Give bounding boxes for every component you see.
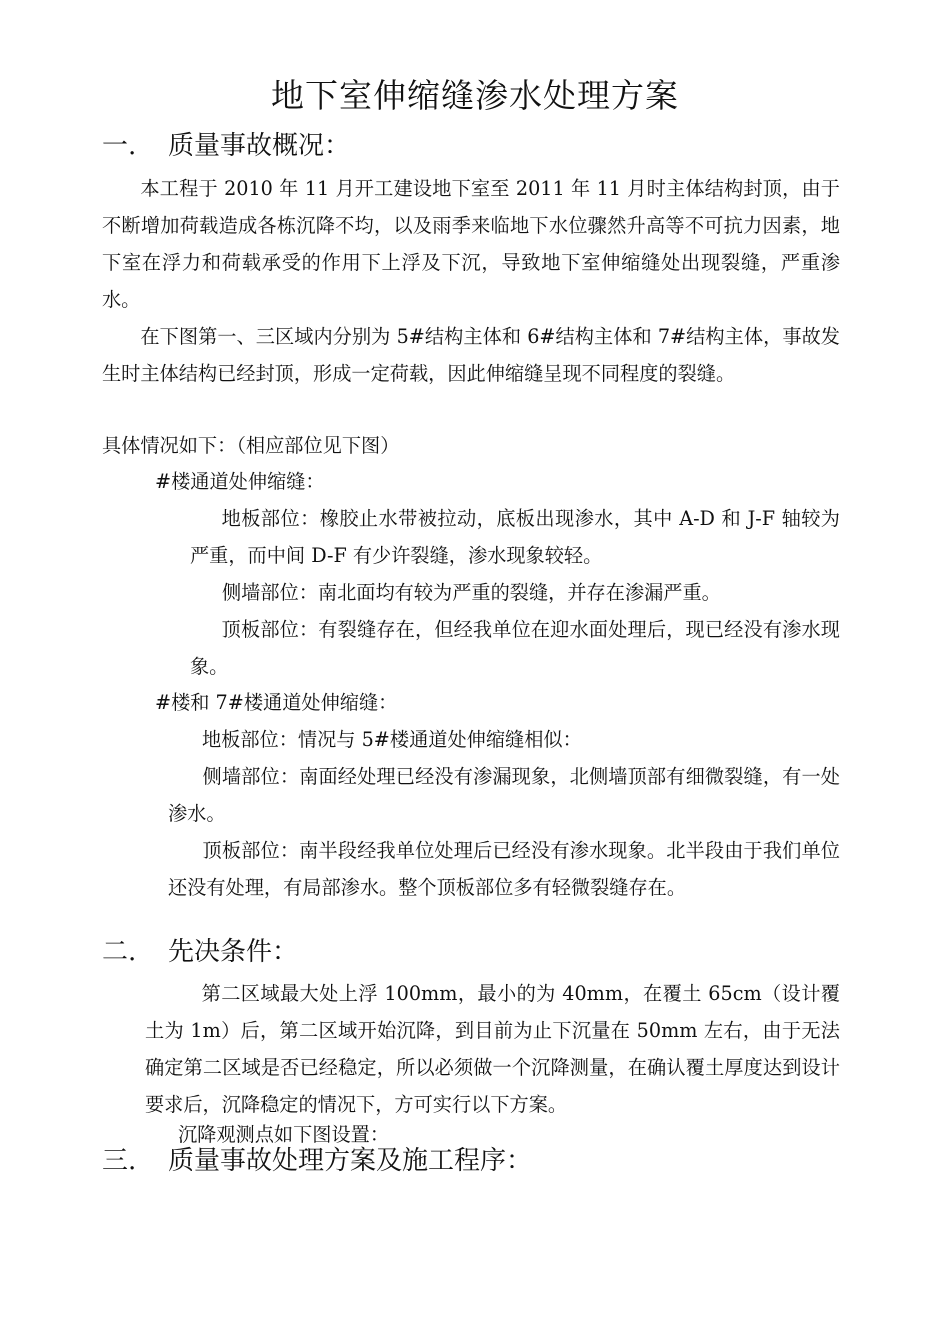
subsection-2-roof: 顶板部位：南半段经我单位处理后已经没有渗水现象。北半段由于我们单位还没有处理，有局部渗水。整个顶板部位多有轻微裂缝存在。 bbox=[168, 839, 840, 899]
subsection-2-wall: 侧墙部位：南面经处理已经没有渗漏现象，北侧墙顶部有细微裂缝，有一处渗水。 bbox=[168, 765, 840, 825]
section-2-paragraph-1: 第二区域最大处上浮 100mm，最小的为 40mm，在覆土 65cm（设计覆土为 1m）后，第二区域开始沉降，到目前为止下沉量在 50mm 左右，由于无法确定第二区域是否已经稳定，所以必须做一个沉降测量，在确认覆土厚度达到设计要求后，沉降稳定的情况下，方可实行以下方案。 bbox=[145, 982, 840, 1116]
section-1-heading bbox=[102, 126, 350, 166]
subsection-2-title: #楼和 7#楼通道处伸缩缝： bbox=[155, 691, 398, 714]
section-2-heading bbox=[102, 932, 298, 972]
section-1-paragraph-3: 具体情况如下：（相应部位见下图） bbox=[102, 434, 400, 457]
subsection-1-title: #楼通道处伸缩缝： bbox=[155, 470, 325, 493]
subsection-1-wall: 侧墙部位：南北面均有较为严重的裂缝，并存在渗漏严重。 bbox=[222, 581, 721, 604]
section-1-paragraph-1: 本工程于 2010 年 11 月开工建设地下室至 2011 年 11 月时主体结构封顶，由于不断增加荷载造成各栋沉降不均，以及雨季来临地下水位骤然升高等不可抗力因素，地下室在浮力和荷载承受的作用下上浮及下沉，导致地下室伸缩缝处出现裂缝，严重渗水。 bbox=[102, 177, 840, 311]
section-2-heading-text: 先决条件： bbox=[168, 937, 299, 967]
subsection-1-roof: 顶板部位：有裂缝存在，但经我单位在迎水面处理后，现已经没有渗水现象。 bbox=[190, 618, 840, 678]
document-title: 地下室伸缩缝渗水处理方案 bbox=[271, 76, 679, 115]
subsection-1-floor: 地板部位：橡胶止水带被拉动，底板出现渗水，其中 A-D 和 J-F 轴较为严重，而中间 D-F 有少许裂缝，渗水现象较轻。 bbox=[190, 507, 840, 567]
section-1-paragraph-2: 在下图第一、三区域内分别为 5#结构主体和 6#结构主体和 7#结构主体，事故发生时主体结构已经封顶，形成一定荷载，因此伸缩缝呈现不同程度的裂缝。 bbox=[102, 325, 840, 385]
section-1-heading-text: 质量事故概况： bbox=[168, 131, 351, 161]
section-3-heading-text: 质量事故处理方案及施工程序： bbox=[168, 1146, 533, 1176]
subsection-2-floor: 地板部位：情况与 5#楼通道处伸缩缝相似： bbox=[202, 728, 582, 751]
section-3-number: 三. bbox=[102, 1146, 137, 1176]
section-1-number: 一. bbox=[102, 131, 137, 161]
section-2-paragraph-2: 沉降观测点如下图设置： bbox=[178, 1123, 390, 1146]
section-2-number: 二. bbox=[102, 937, 137, 967]
section-3-heading bbox=[102, 1141, 532, 1181]
